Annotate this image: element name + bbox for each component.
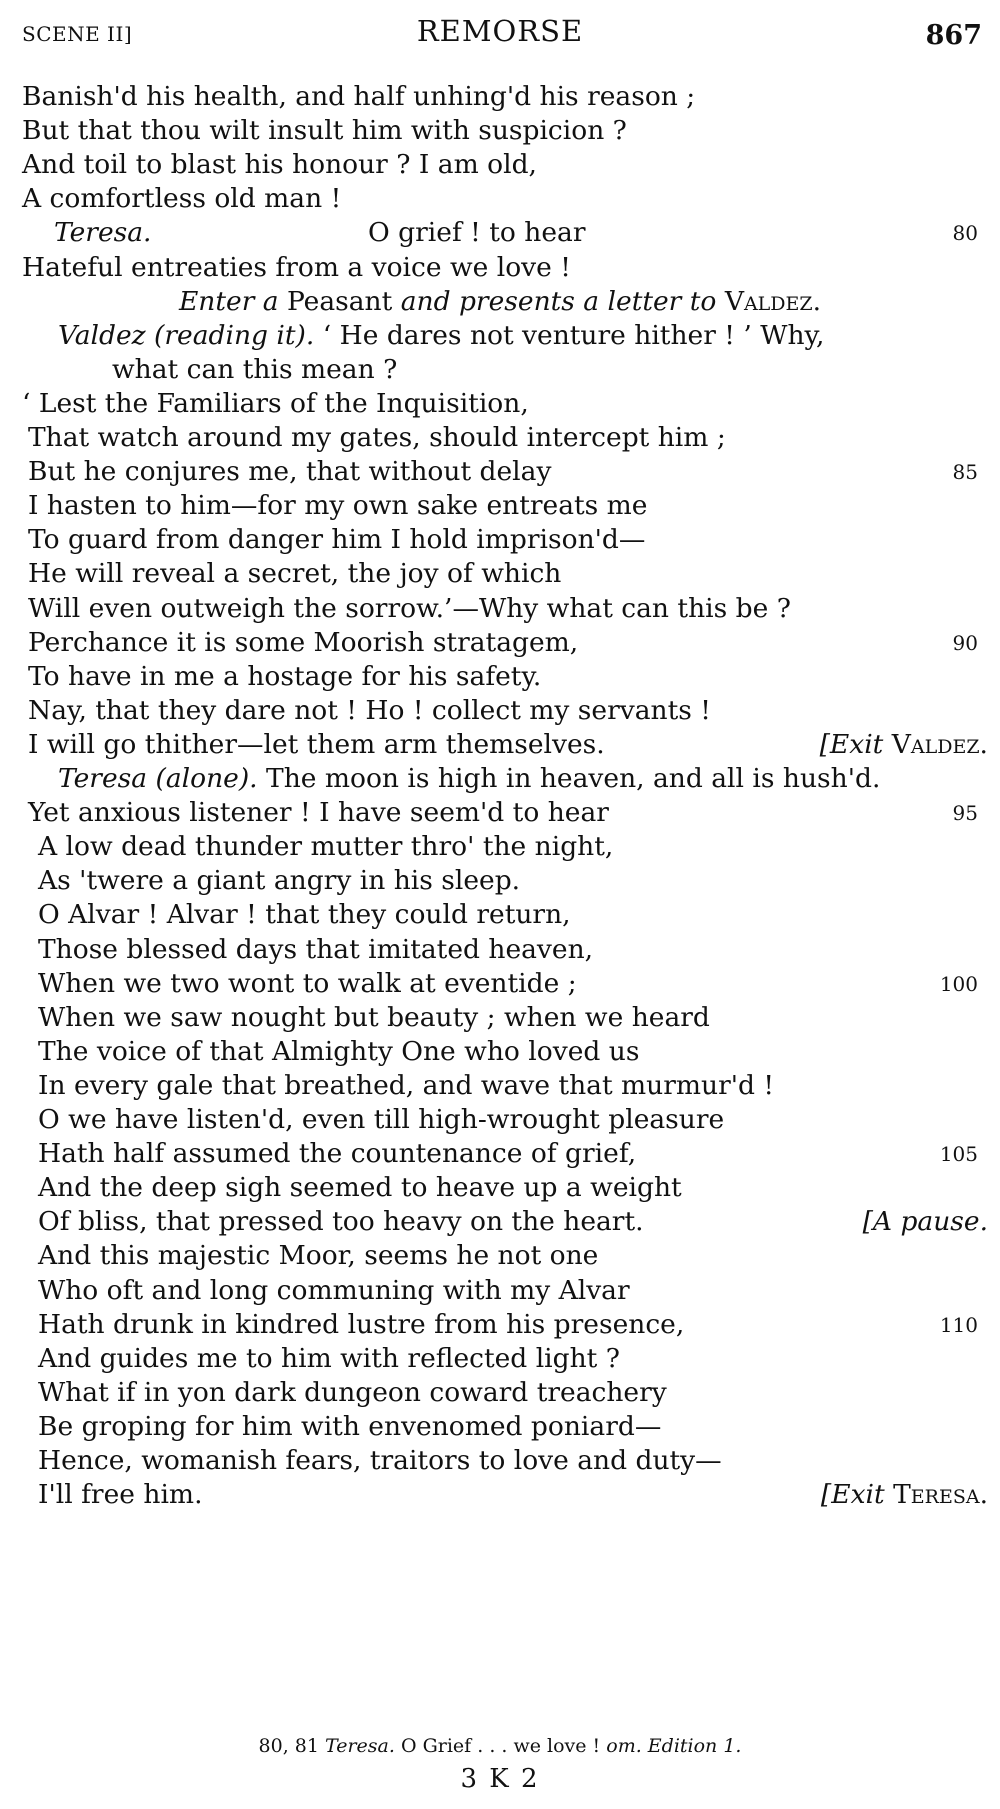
stage-direction-part: (alone). — [155, 763, 258, 794]
line-number: 100 — [939, 971, 978, 996]
speaker-name: Teresa. — [54, 217, 152, 249]
character-name: Teresa. — [893, 1479, 988, 1511]
line-text: To have in me a hostage for his safety. — [28, 660, 542, 692]
speech-line — [54, 216, 151, 250]
speech-line — [58, 319, 824, 353]
line-text: ‘ Lest the Familiars of the Inquisition, — [22, 387, 529, 419]
scene-label: SCENE II] — [22, 22, 133, 46]
line-text: When we saw nought but beauty ; when we heard — [38, 1001, 710, 1033]
line-text: And this majestic Moor, seems he not one — [38, 1240, 599, 1272]
line-text: The moon is high in heaven, and all is hush'd. — [266, 763, 881, 794]
line-text: Be groping for him with envenomed poniard— — [38, 1410, 662, 1442]
character-name: Peasant — [287, 285, 393, 317]
line-text: Will even outweigh the sorrow.’—Why what can this be ? — [28, 592, 791, 624]
line-text: Perchance it is some Moorish stratagem, — [28, 626, 579, 658]
line-text: And the deep sigh seemed to heave up a weight — [38, 1172, 682, 1204]
signature-mark: 3 K 2 — [460, 1764, 540, 1794]
stage-direction-part: [Exit — [820, 1479, 885, 1511]
exit-direction — [863, 1205, 988, 1239]
line-text: I will go thither—let them arm themselves. — [28, 728, 605, 760]
line-number: 85 — [952, 460, 978, 485]
footnote-speaker: Teresa. — [325, 1735, 395, 1757]
line-number: 105 — [939, 1142, 978, 1167]
line-text: O Alvar ! Alvar ! that they could return, — [38, 899, 571, 931]
page-number: 867 — [925, 20, 982, 51]
footnote-note: om. Edition 1. — [606, 1735, 742, 1757]
line-text: Those blessed days that imitated heaven, — [38, 933, 594, 965]
line-number: 90 — [952, 630, 978, 655]
stage-direction-part: and presents a letter to — [400, 285, 717, 317]
line-text: Of bliss, that pressed too heavy on the heart. — [38, 1206, 644, 1238]
footnote — [0, 1735, 1000, 1757]
line-text: The voice of that Almighty One who loved us — [38, 1035, 640, 1067]
line-text: O grief ! to hear — [368, 217, 586, 249]
line-text: ‘ He dares not venture hither ! ’ Why, — [322, 319, 825, 351]
line-text: That watch around my gates, should intercept him ; — [28, 422, 726, 453]
line-number: 80 — [952, 221, 978, 246]
exit-direction — [820, 728, 988, 762]
line-text: Nay, that they dare not ! Ho ! collect my servants ! — [28, 694, 711, 726]
line-text: I'll free him. — [38, 1479, 203, 1511]
line-text: A comfortless old man ! — [22, 183, 342, 215]
line-text: When we two wont to walk at eventide ; — [38, 967, 577, 999]
character-name: Valdez. — [891, 728, 988, 760]
stage-direction — [0, 285, 1000, 319]
line-text: A low dead thunder mutter thro' the night, — [38, 831, 614, 863]
line-text: What if in yon dark dungeon coward treachery — [38, 1376, 667, 1408]
line-continuation: what can this mean ? — [112, 353, 398, 385]
character-name: Valdez. — [724, 285, 822, 317]
line-text: Yet anxious listener ! I have seem'd to hear — [28, 797, 609, 829]
line-number: 110 — [939, 1312, 978, 1337]
line-text: He will reveal a secret, the joy of which — [28, 558, 562, 590]
line-number: 95 — [952, 801, 978, 826]
line-text: Hath drunk in kindred lustre from his presence, — [38, 1308, 685, 1340]
stage-direction-part: [Exit — [819, 728, 884, 760]
line-text: Hateful entreaties from a voice we love ! — [22, 251, 571, 283]
stage-direction-part: (reading it). — [154, 319, 315, 351]
line-text: And guides me to him with reflected light ? — [38, 1342, 620, 1374]
line-text: To guard from danger him I hold imprison'd— — [28, 524, 646, 556]
speech-line — [58, 762, 880, 796]
footnote-ref: 80, 81 — [258, 1735, 319, 1757]
speaker-name: Teresa — [58, 763, 148, 794]
line-text: As 'twere a giant angry in his sleep. — [38, 865, 521, 897]
line-text: Banish'd his health, and half unhing'd his reason ; — [22, 81, 696, 112]
line-text: Hath half assumed the countenance of grief, — [38, 1138, 637, 1170]
running-title: REMORSE — [416, 14, 584, 48]
line-text: But he conjures me, that without delay — [28, 456, 552, 488]
running-header — [0, 10, 1000, 50]
line-text: Who oft and long communing with my Alvar — [38, 1274, 630, 1306]
line-text: But that thou wilt insult him with suspicion ? — [22, 115, 627, 147]
line-text: And toil to blast his honour ? I am old, — [22, 149, 537, 181]
footnote-text: O Grief . . . we love ! — [400, 1735, 601, 1757]
line-text: Hence, womanish fears, traitors to love and duty— — [38, 1445, 722, 1476]
stage-direction-part: Enter a — [178, 285, 279, 317]
line-text: In every gale that breathed, and wave that murmur'd ! — [38, 1069, 775, 1101]
speaker-name: Valdez — [58, 319, 146, 351]
line-text: I hasten to him—for my own sake entreats me — [28, 490, 648, 522]
exit-direction — [821, 1478, 988, 1512]
line-text: O we have listen'd, even till high-wrought pleasure — [38, 1104, 725, 1135]
stage-direction-part: [A pause. — [862, 1206, 988, 1238]
